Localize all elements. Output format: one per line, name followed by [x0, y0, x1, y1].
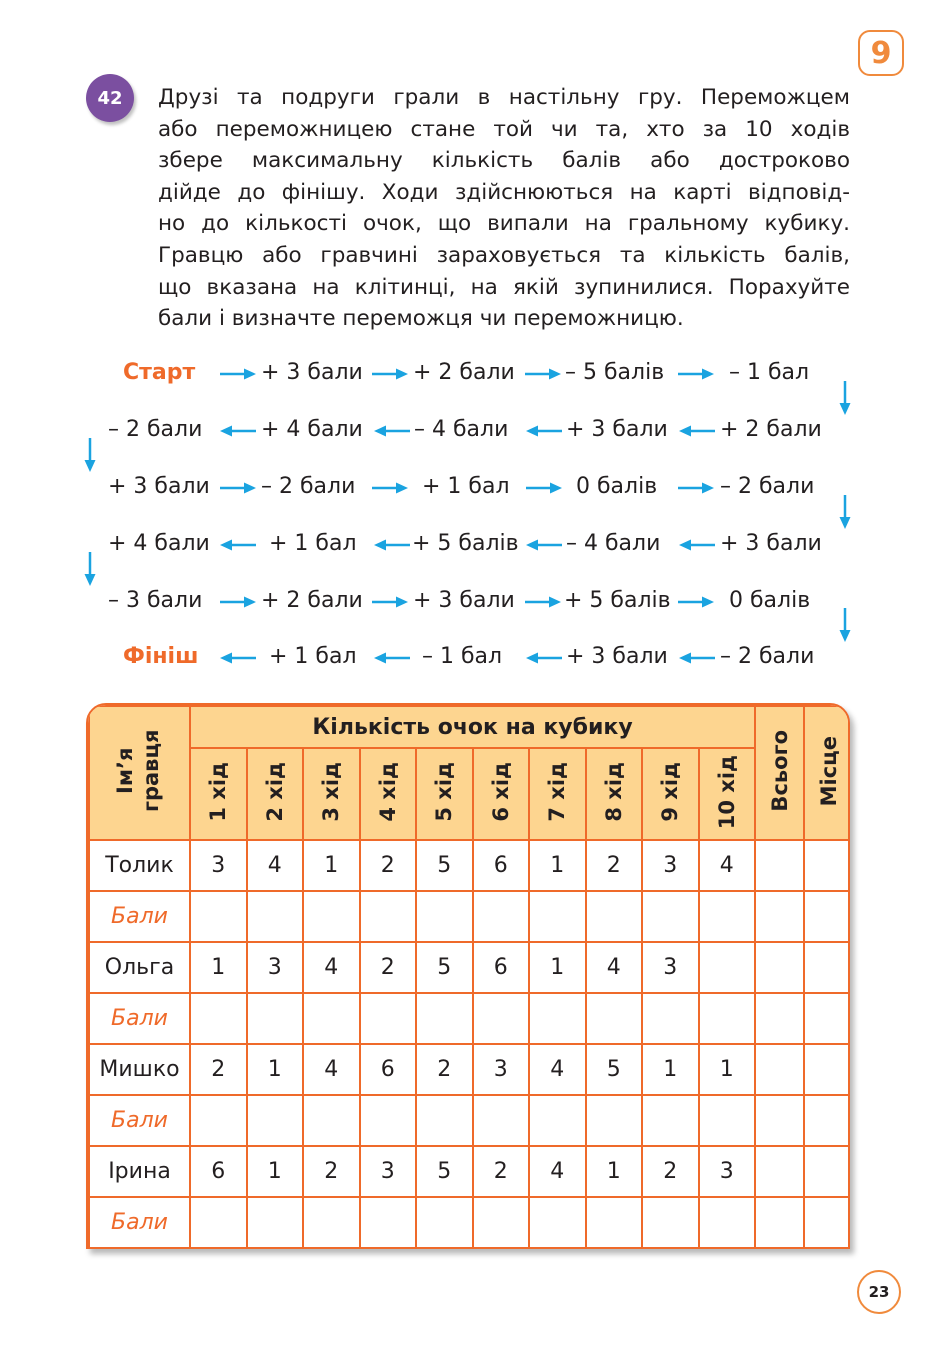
path-arrow-down-icon	[84, 438, 96, 472]
score-cell[interactable]	[804, 891, 850, 942]
move-header-label: 1 хід	[206, 762, 231, 822]
score-cell[interactable]	[416, 891, 473, 942]
score-row	[89, 1095, 850, 1146]
task-number-badge: 42	[86, 74, 134, 122]
roll-cell: 3	[360, 1146, 417, 1197]
score-row	[89, 891, 850, 942]
move-header	[529, 748, 586, 840]
task-text-line: що вказана на клітинці, на якій зупинилися. Порахуйте	[158, 274, 850, 300]
score-cell[interactable]	[755, 1095, 804, 1146]
player-name: Толик	[89, 840, 190, 891]
place-cell[interactable]	[804, 942, 850, 993]
chapter-badge: 9	[858, 30, 904, 76]
score-cell[interactable]	[642, 1197, 699, 1248]
score-cell[interactable]	[416, 993, 473, 1044]
task-text-line: Гравцю або гравчині зараховується та кількість балів,	[158, 242, 850, 268]
player-name: Мишко	[89, 1044, 190, 1095]
score-cell[interactable]	[190, 1197, 247, 1248]
player-row	[89, 840, 850, 891]
roll-cell: 6	[360, 1044, 417, 1095]
board-cell: – 2 бали	[261, 474, 356, 499]
total-cell[interactable]	[755, 942, 804, 993]
board-cell: – 1 бал	[729, 360, 810, 385]
board-cell: + 3 бали	[566, 417, 668, 442]
roll-cell: 2	[642, 1146, 699, 1197]
page-number: 23	[857, 1270, 901, 1314]
score-cell[interactable]	[529, 993, 586, 1044]
roll-cell: 2	[190, 1044, 247, 1095]
roll-cell: 2	[586, 840, 643, 891]
board-cell: 0 балів	[576, 474, 658, 499]
move-header-label: 9 хід	[658, 762, 683, 822]
move-header-label: 4 хід	[375, 762, 400, 822]
score-cell[interactable]	[755, 1197, 804, 1248]
path-arrow-down-icon	[84, 552, 96, 586]
score-table	[88, 705, 850, 1249]
board-cell: + 4 бали	[108, 531, 210, 556]
board-cell: – 4 бали	[414, 417, 509, 442]
path-arrow-down-icon	[839, 381, 851, 415]
score-cell[interactable]	[247, 891, 304, 942]
place-cell[interactable]	[804, 840, 850, 891]
roll-cell: 4	[247, 840, 304, 891]
roll-cell: 5	[416, 1146, 473, 1197]
board-cell: + 3 бали	[413, 588, 515, 613]
roll-cell: 4	[586, 942, 643, 993]
board-cell: + 5 балів	[412, 531, 519, 556]
score-cell[interactable]	[804, 1197, 850, 1248]
task-text	[158, 82, 850, 335]
player-name: Ірина	[89, 1146, 190, 1197]
board-cell: + 2 бали	[720, 417, 822, 442]
roll-cell: 6	[473, 942, 530, 993]
move-header-label: 5 хід	[432, 762, 457, 822]
score-cell[interactable]	[416, 1197, 473, 1248]
path-arrow-right-icon	[678, 368, 714, 380]
board-cell: + 3 бали	[566, 644, 668, 669]
roll-cell: 1	[699, 1044, 756, 1095]
score-cell[interactable]	[804, 1095, 850, 1146]
score-cell[interactable]	[642, 993, 699, 1044]
roll-cell: 1	[529, 942, 586, 993]
player-row	[89, 1146, 850, 1197]
path-arrow-left-icon	[679, 652, 715, 664]
score-cell[interactable]	[804, 993, 850, 1044]
score-cell[interactable]	[699, 993, 756, 1044]
total-header	[755, 706, 804, 840]
player-name-header	[89, 706, 190, 840]
score-cell[interactable]	[473, 891, 530, 942]
roll-cell: 3	[699, 1146, 756, 1197]
finish-label: Фініш	[123, 644, 199, 669]
move-header	[699, 748, 756, 840]
score-cell[interactable]	[529, 1095, 586, 1146]
board-cell: + 3 бали	[261, 360, 363, 385]
score-row-label: Бали	[89, 1095, 190, 1146]
roll-cell: 4	[529, 1146, 586, 1197]
score-cell[interactable]	[586, 1095, 643, 1146]
move-header	[247, 748, 304, 840]
path-arrow-down-icon	[839, 608, 851, 642]
path-arrow-right-icon	[372, 368, 408, 380]
score-cell[interactable]	[755, 891, 804, 942]
score-row-label: Бали	[89, 891, 190, 942]
score-cell[interactable]	[360, 993, 417, 1044]
move-header-label: 8 хід	[601, 762, 626, 822]
start-label: Старт	[123, 360, 196, 385]
board-cell: + 2 бали	[261, 588, 363, 613]
place-cell[interactable]	[804, 1044, 850, 1095]
player-row	[89, 1044, 850, 1095]
score-cell[interactable]	[642, 1095, 699, 1146]
path-arrow-left-icon	[220, 539, 256, 551]
roll-cell: 3	[190, 840, 247, 891]
score-cell[interactable]	[360, 1095, 417, 1146]
place-cell[interactable]	[804, 1146, 850, 1197]
path-arrow-right-icon	[220, 596, 256, 608]
score-cell[interactable]	[755, 993, 804, 1044]
roll-cell: 1	[586, 1146, 643, 1197]
move-header-label: 7 хід	[545, 762, 570, 822]
board-cell: 0 балів	[729, 588, 811, 613]
score-cell[interactable]	[699, 891, 756, 942]
roll-cell: 1	[642, 1044, 699, 1095]
board-cell: + 1 бал	[269, 531, 357, 556]
score-table-container	[86, 703, 850, 1249]
roll-cell: 3	[642, 840, 699, 891]
task-text-line: дійде до фінішу. Ходи здійснюються на карті відповід-	[158, 179, 850, 205]
score-cell[interactable]	[529, 891, 586, 942]
roll-cell: 2	[360, 942, 417, 993]
roll-cell	[699, 942, 756, 993]
roll-cell: 4	[303, 942, 360, 993]
roll-cell: 1	[529, 840, 586, 891]
score-cell[interactable]	[190, 993, 247, 1044]
roll-cell: 6	[473, 840, 530, 891]
task-text-line: Друзі та подруги грали в настільну гру. Переможцем	[158, 85, 850, 110]
board-cell: + 3 бали	[720, 531, 822, 556]
score-cell[interactable]	[247, 993, 304, 1044]
total-cell[interactable]	[755, 1146, 804, 1197]
score-cell[interactable]	[529, 1197, 586, 1248]
dice-points-header: Кількість очок на кубику	[190, 706, 755, 748]
path-arrow-left-icon	[526, 539, 562, 551]
path-arrow-left-icon	[374, 539, 410, 551]
roll-cell: 6	[190, 1146, 247, 1197]
roll-cell: 3	[473, 1044, 530, 1095]
path-arrow-right-icon	[220, 482, 256, 494]
score-cell[interactable]	[642, 891, 699, 942]
roll-cell: 3	[247, 942, 304, 993]
board-cell: – 3 бали	[108, 588, 203, 613]
move-header-label: 3 хід	[319, 762, 344, 822]
roll-cell: 1	[247, 1146, 304, 1197]
score-cell[interactable]	[360, 891, 417, 942]
score-cell[interactable]	[303, 1197, 360, 1248]
path-arrow-left-icon	[526, 425, 562, 437]
board-cell: + 2 бали	[413, 360, 515, 385]
board-cell: – 2 бали	[720, 644, 815, 669]
roll-cell: 2	[416, 1044, 473, 1095]
board-cell: + 1 бал	[269, 644, 357, 669]
move-header	[190, 748, 247, 840]
roll-cell: 1	[303, 840, 360, 891]
move-header	[416, 748, 473, 840]
score-cell[interactable]	[360, 1197, 417, 1248]
score-cell[interactable]	[190, 1095, 247, 1146]
board-cell: – 2 бали	[720, 474, 815, 499]
roll-cell: 2	[360, 840, 417, 891]
player-name: Ольга	[89, 942, 190, 993]
path-arrow-right-icon	[372, 482, 408, 494]
place-header	[804, 706, 850, 840]
score-cell[interactable]	[247, 1197, 304, 1248]
board-cell: + 5 балів	[564, 588, 671, 613]
score-row-label: Бали	[89, 1197, 190, 1248]
score-cell[interactable]	[303, 891, 360, 942]
task-text-line: бали і визначте переможця чи переможницю.	[158, 306, 684, 332]
move-header	[586, 748, 643, 840]
player-row	[89, 942, 850, 993]
score-cell[interactable]	[473, 1197, 530, 1248]
board-cell: + 3 бали	[108, 474, 210, 499]
roll-cell: 1	[190, 942, 247, 993]
board-cell: – 5 балів	[565, 360, 665, 385]
score-cell[interactable]	[303, 993, 360, 1044]
move-header-label: 2 хід	[262, 762, 287, 822]
score-cell[interactable]	[586, 1197, 643, 1248]
path-arrow-left-icon	[374, 652, 410, 664]
roll-cell: 4	[529, 1044, 586, 1095]
score-cell[interactable]	[586, 993, 643, 1044]
player-name-header-label: Ім’я гравця	[112, 729, 163, 813]
board-cell: – 1 бал	[422, 644, 503, 669]
path-arrow-right-icon	[678, 596, 714, 608]
path-arrow-left-icon	[679, 539, 715, 551]
score-cell[interactable]	[699, 1095, 756, 1146]
path-arrow-right-icon	[220, 368, 256, 380]
total-cell[interactable]	[755, 840, 804, 891]
move-header	[642, 748, 699, 840]
move-header	[303, 748, 360, 840]
path-arrow-left-icon	[526, 652, 562, 664]
score-cell[interactable]	[303, 1095, 360, 1146]
move-header	[473, 748, 530, 840]
path-arrow-right-icon	[525, 368, 561, 380]
score-cell[interactable]	[190, 891, 247, 942]
move-header-label: 10 хід	[714, 754, 739, 830]
score-cell[interactable]	[473, 993, 530, 1044]
path-arrow-right-icon	[526, 482, 562, 494]
roll-cell: 5	[416, 942, 473, 993]
roll-cell: 2	[473, 1146, 530, 1197]
score-cell[interactable]	[586, 891, 643, 942]
path-arrow-left-icon	[374, 425, 410, 437]
board-cell: + 1 бал	[422, 474, 510, 499]
path-arrow-left-icon	[220, 425, 256, 437]
roll-cell: 4	[699, 840, 756, 891]
roll-cell: 5	[416, 840, 473, 891]
task-text-line: збере максимальну кількість балів або достроково	[158, 148, 850, 174]
total-cell[interactable]	[755, 1044, 804, 1095]
score-row	[89, 1197, 850, 1248]
board-cell: + 4 бали	[261, 417, 363, 442]
score-cell[interactable]	[473, 1095, 530, 1146]
task-text-line: або переможницею стане той чи та, хто за 10 ходів	[158, 116, 850, 142]
path-arrow-right-icon	[525, 596, 561, 608]
move-header-label: 6 хід	[488, 762, 513, 822]
score-row	[89, 993, 850, 1044]
roll-cell: 2	[303, 1146, 360, 1197]
total-header-label: Всього	[767, 730, 792, 812]
task-text-line: но до кількості очок, що випали на гральному кубику.	[158, 211, 850, 237]
roll-cell: 1	[247, 1044, 304, 1095]
roll-cell: 4	[303, 1044, 360, 1095]
score-cell[interactable]	[247, 1095, 304, 1146]
path-arrow-left-icon	[679, 425, 715, 437]
path-arrow-down-icon	[839, 495, 851, 529]
score-row-label: Бали	[89, 993, 190, 1044]
score-cell[interactable]	[416, 1095, 473, 1146]
move-header	[360, 748, 417, 840]
board-cell: – 2 бали	[108, 417, 203, 442]
board-cell: – 4 бали	[566, 531, 661, 556]
path-arrow-right-icon	[372, 596, 408, 608]
roll-cell: 3	[642, 942, 699, 993]
score-cell[interactable]	[699, 1197, 756, 1248]
place-header-label: Місце	[816, 735, 841, 807]
path-arrow-left-icon	[220, 652, 256, 664]
path-arrow-right-icon	[678, 482, 714, 494]
roll-cell: 5	[586, 1044, 643, 1095]
